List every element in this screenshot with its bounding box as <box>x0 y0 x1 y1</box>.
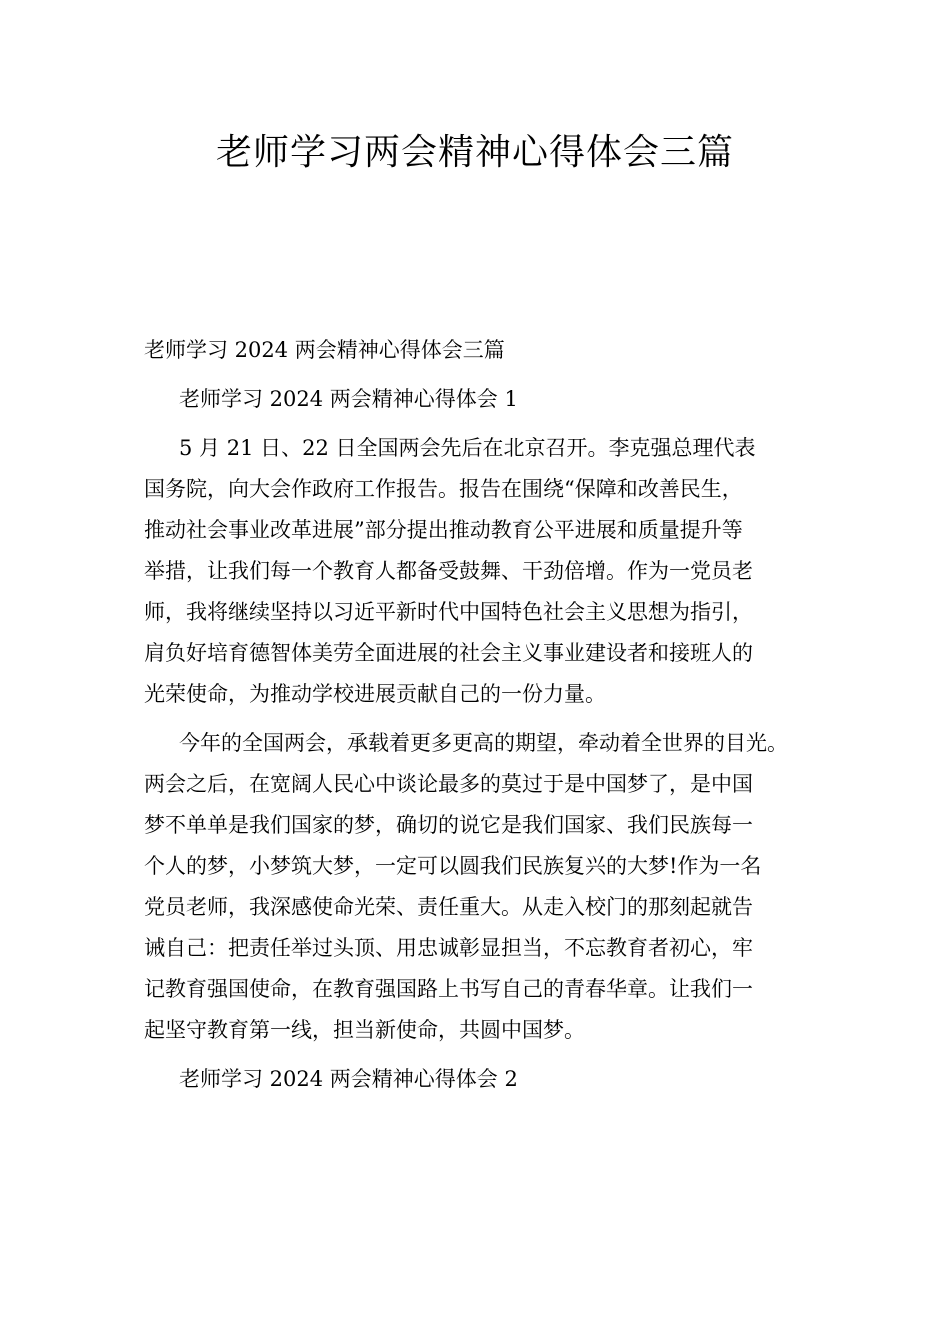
paragraph-2-line-3: 梦不单单是我们国家的梦，确切的说它是我们国家、我们民族每一 <box>144 813 753 837</box>
subtitle-line: 老师学习 2024 两会精神心得体会三篇 <box>144 338 505 362</box>
paragraph-1-line-7: 光荣使命，为推动学校进展贡献自己的一份力量。 <box>144 682 606 706</box>
paragraph-1-line-4: 举措，让我们每一个教育人都备受鼓舞、干劲倍增。作为一党员老 <box>144 559 753 583</box>
paragraph-2-line-8: 起坚守教育第一线，担当新使命，共圆中国梦。 <box>144 1018 585 1042</box>
section-heading-1: 老师学习 2024 两会精神心得体会 1 <box>179 387 518 411</box>
paragraph-1-line-1: 5 月 21 日、22 日全国两会先后在北京召开。李克强总理代表 <box>179 436 756 460</box>
paragraph-1-line-2: 国务院，向大会作政府工作报告。报告在围绕“保障和改善民生， <box>144 477 743 501</box>
paragraph-2-line-4: 个人的梦，小梦筑大梦，一定可以圆我们民族复兴的大梦!作为一名 <box>144 854 762 878</box>
paragraph-2-line-7: 记教育强国使命，在教育强国路上书写自己的青春华章。让我们一 <box>144 977 753 1001</box>
paragraph-1-line-6: 肩负好培育德智体美劳全面进展的社会主义事业建设者和接班人的 <box>144 641 753 665</box>
paragraph-1-line-5: 师，我将继续坚持以习近平新时代中国特色社会主义思想为指引， <box>144 600 753 624</box>
paragraph-1-line-3: 推动社会事业改革进展”部分提出推动教育公平进展和质量提升等 <box>144 518 743 542</box>
paragraph-2-line-6: 诫自己：把责任举过头顶、用忠诚彰显担当，不忘教育者初心，牢 <box>144 936 753 960</box>
paragraph-2-line-2: 两会之后，在宽阔人民心中谈论最多的莫过于是中国梦了，是中国 <box>144 772 753 796</box>
document-title: 老师学习两会精神心得体会三篇 <box>215 132 734 173</box>
document-body <box>144 330 824 1100</box>
section-heading-2: 老师学习 2024 两会精神心得体会 2 <box>179 1067 518 1091</box>
paragraph-2-line-1: 今年的全国两会，承载着更多更高的期望，牵动着全世界的目光。 <box>179 731 788 755</box>
paragraph-2-line-5: 党员老师，我深感使命光荣、责任重大。从走入校门的那刻起就告 <box>144 895 753 919</box>
